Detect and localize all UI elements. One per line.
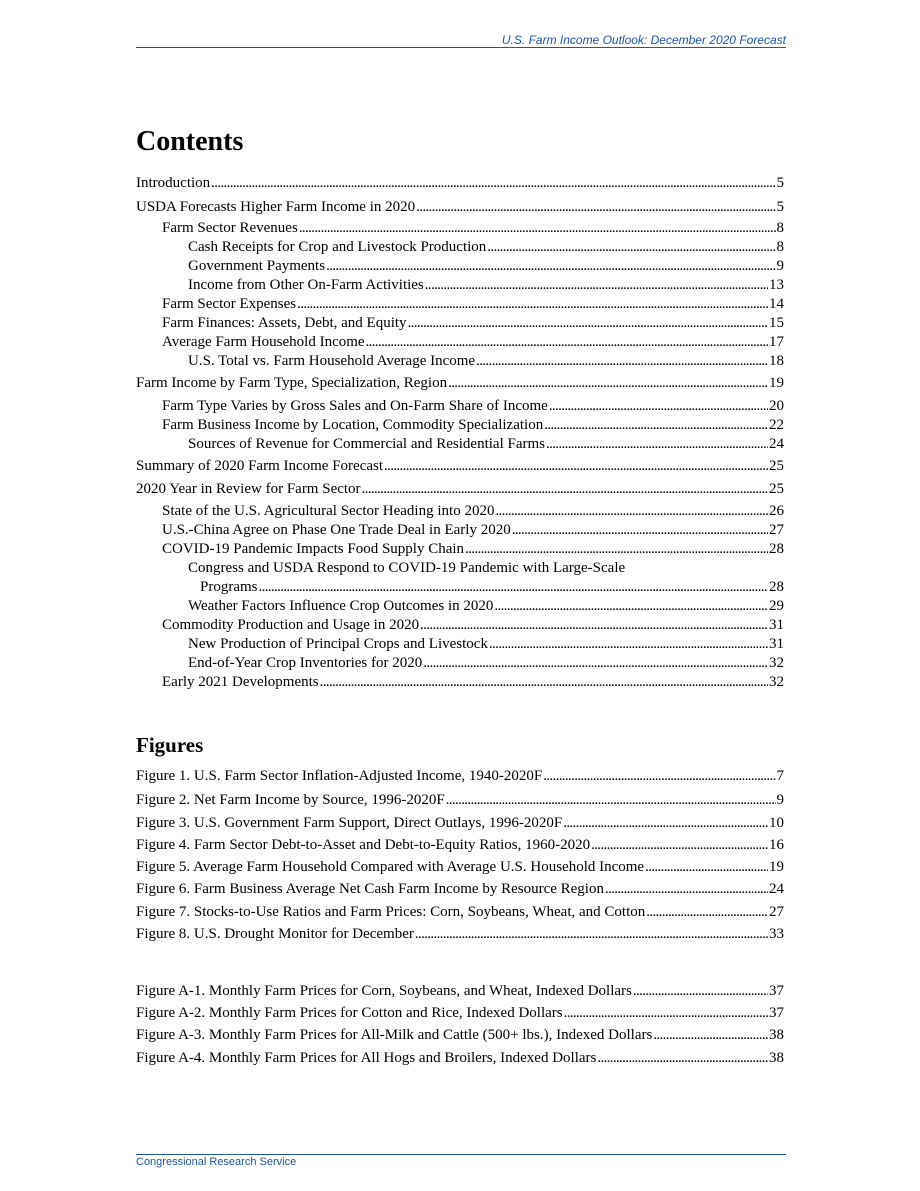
figure-entry-title: Figure 4. Farm Sector Debt-to-Asset and Debt-to-Equity Ratios, 1960-2020	[136, 837, 591, 853]
toc-entry-title: Farm Sector Revenues	[162, 220, 298, 236]
toc-entry-title: Summary of 2020 Farm Income Forecast	[136, 458, 384, 474]
dot-leader	[211, 174, 775, 193]
dot-leader	[494, 597, 768, 616]
toc-entry-title: Programs	[200, 579, 258, 595]
toc-entry-title: Farm Sector Expenses	[162, 296, 297, 312]
dot-leader	[465, 540, 768, 559]
toc-entry[interactable]	[188, 654, 784, 673]
dot-leader	[544, 416, 768, 435]
toc-entry[interactable]	[188, 276, 784, 295]
toc-entry-title: USDA Forecasts Higher Farm Income in 2020	[136, 199, 416, 215]
dot-leader	[259, 578, 769, 597]
toc-entry[interactable]	[136, 374, 784, 393]
dot-leader	[297, 295, 768, 314]
toc-entry-title: End-of-Year Crop Inventories for 2020	[188, 655, 423, 671]
figure-entry-title: Figure 5. Average Farm Household Compared with Average U.S. Household Income	[136, 859, 645, 875]
toc-entry-page: 27	[769, 522, 784, 538]
toc-entry-page: 29	[769, 598, 784, 614]
dot-leader	[543, 767, 775, 786]
toc-entry-title: Government Payments	[188, 258, 326, 274]
figure-entry-page: 9	[776, 792, 784, 808]
figure-entry[interactable]	[136, 1026, 784, 1045]
toc-entry-page: 8	[776, 220, 784, 236]
figure-entry-page: 38	[769, 1050, 784, 1066]
dot-leader	[366, 333, 768, 352]
dot-leader	[549, 397, 768, 416]
figure-entry-title: Figure A-1. Monthly Farm Prices for Corn, Soybeans, and Wheat, Indexed Dollars	[136, 983, 632, 999]
figure-entry-title: Figure 8. U.S. Drought Monitor for December	[136, 926, 414, 942]
toc-entry-page: 32	[769, 655, 784, 671]
figure-entry[interactable]	[136, 814, 784, 833]
figure-entry[interactable]	[136, 767, 784, 786]
contents-heading: Contents	[136, 126, 244, 157]
toc-entry-title: Farm Income by Farm Type, Specialization, Region	[136, 375, 448, 391]
figures-heading: Figures	[136, 733, 204, 757]
toc-entry-wrap-first-line[interactable]: Congress and USDA Respond to COVID-19 Pandemic with Large-Scale	[188, 560, 626, 576]
toc-entry-page: 18	[769, 353, 784, 369]
toc-entry[interactable]	[200, 578, 784, 597]
figure-entry[interactable]	[136, 880, 784, 899]
toc-entry[interactable]	[162, 616, 784, 635]
dot-leader	[408, 314, 768, 333]
figure-entry-title: Figure 6. Farm Business Average Net Cash Farm Income by Resource Region	[136, 881, 604, 897]
toc-entry-page: 19	[769, 375, 784, 391]
toc-entry-page: 17	[769, 334, 784, 350]
toc-entry-page: 24	[769, 436, 784, 452]
dot-leader	[384, 457, 768, 476]
figure-entry-title: Figure A-4. Monthly Farm Prices for All Hogs and Broilers, Indexed Dollars	[136, 1050, 597, 1066]
toc-entry-page: 32	[769, 674, 784, 690]
toc-entry-page: 13	[769, 277, 784, 293]
dot-leader	[646, 903, 768, 922]
toc-entry-page: 28	[769, 541, 784, 557]
toc-entry[interactable]	[162, 219, 784, 238]
dot-leader	[416, 198, 775, 217]
figure-entry[interactable]	[136, 903, 784, 922]
figure-entry-page: 37	[769, 1005, 784, 1021]
dot-leader	[605, 880, 768, 899]
toc-entry-page: 5	[776, 175, 784, 191]
footer-publisher: Congressional Research Service	[136, 1156, 297, 1168]
toc-entry[interactable]	[136, 457, 784, 476]
dot-leader	[420, 616, 768, 635]
toc-entry[interactable]	[162, 397, 784, 416]
figure-entry-page: 16	[769, 837, 784, 853]
toc-entry[interactable]	[136, 198, 784, 217]
toc-entry-title: U.S. Total vs. Farm Household Average Income	[188, 353, 476, 369]
toc-entry-page: 14	[769, 296, 784, 312]
dot-leader	[362, 480, 768, 499]
toc-entry-page: 20	[769, 398, 784, 414]
figure-entry-title: Figure A-3. Monthly Farm Prices for All-Milk and Cattle (500+ lbs.), Indexed Dollars	[136, 1027, 653, 1043]
dot-leader	[423, 654, 768, 673]
toc-entry-page: 26	[769, 503, 784, 519]
toc-entry-title: State of the U.S. Agricultural Sector Heading into 2020	[162, 503, 495, 519]
figure-entry[interactable]	[136, 1049, 784, 1068]
figure-entry[interactable]	[136, 836, 784, 855]
toc-entry-page: 25	[769, 458, 784, 474]
toc-entry[interactable]	[162, 673, 784, 692]
toc-entry-page: 8	[776, 239, 784, 255]
figure-entry-title: Figure 1. U.S. Farm Sector Inflation-Adjusted Income, 1940-2020F	[136, 768, 543, 784]
toc-entry[interactable]	[162, 295, 784, 314]
figure-entry-page: 7	[776, 768, 784, 784]
figure-entry[interactable]	[136, 858, 784, 877]
toc-entry-title: Weather Factors Influence Crop Outcomes in 2020	[188, 598, 494, 614]
toc-entry-title: Introduction	[136, 175, 211, 191]
toc-entry-title: Income from Other On-Farm Activities	[188, 277, 424, 293]
toc-entry-title: Early 2021 Developments	[162, 674, 319, 690]
dot-leader	[487, 238, 775, 257]
toc-entry-title: Commodity Production and Usage in 2020	[162, 617, 420, 633]
figure-entry-page: 19	[769, 859, 784, 875]
dot-leader	[633, 982, 768, 1001]
toc-entry-title: Sources of Revenue for Commercial and Residential Farms	[188, 436, 545, 452]
toc-entry-title: U.S.-China Agree on Phase One Trade Deal in Early 2020	[162, 522, 511, 538]
dot-leader	[489, 635, 768, 654]
toc-entry-title: Average Farm Household Income	[162, 334, 365, 350]
footer-rule	[136, 1154, 786, 1155]
figure-entry-title: Figure 7. Stocks-to-Use Ratios and Farm Prices: Corn, Soybeans, Wheat, and Cotton	[136, 904, 646, 920]
toc-entry[interactable]	[136, 480, 784, 499]
dot-leader	[591, 836, 768, 855]
dot-leader	[597, 1049, 768, 1068]
dot-leader	[448, 374, 768, 393]
toc-entry-page: 31	[769, 636, 784, 652]
figure-entry-page: 10	[769, 815, 784, 831]
figure-entry-title: Figure A-2. Monthly Farm Prices for Cotton and Rice, Indexed Dollars	[136, 1005, 563, 1021]
dot-leader	[320, 673, 768, 692]
toc-entry[interactable]	[162, 333, 784, 352]
figure-entry-title: Figure 3. U.S. Government Farm Support, Direct Outlays, 1996-2020F	[136, 815, 563, 831]
toc-entry[interactable]	[188, 635, 784, 654]
toc-entry-title: Cash Receipts for Crop and Livestock Production	[188, 239, 487, 255]
toc-entry-page: 28	[769, 579, 784, 595]
toc-entry-page: 22	[769, 417, 784, 433]
toc-entry[interactable]	[162, 502, 784, 521]
toc-entry-title: Farm Type Varies by Gross Sales and On-Farm Share of Income	[162, 398, 548, 414]
dot-leader	[512, 521, 768, 540]
running-header: U.S. Farm Income Outlook: December 2020 Forecast	[501, 33, 786, 47]
toc-entry[interactable]	[162, 521, 784, 540]
toc-entry-page: 15	[769, 315, 784, 331]
figure-entry-page: 37	[769, 983, 784, 999]
dot-leader	[476, 352, 768, 371]
toc-entry-title: COVID-19 Pandemic Impacts Food Supply Chain	[162, 541, 465, 557]
figure-entry-page: 33	[769, 926, 784, 942]
toc-entry-title: Farm Finances: Assets, Debt, and Equity	[162, 315, 407, 331]
toc-entry[interactable]	[188, 257, 784, 276]
toc-entry[interactable]	[136, 174, 784, 193]
dot-leader	[546, 435, 768, 454]
toc-entry[interactable]	[188, 238, 784, 257]
dot-leader	[446, 791, 776, 810]
toc-entry[interactable]	[188, 435, 784, 454]
toc-entry-title: 2020 Year in Review for Farm Sector	[136, 481, 361, 497]
figure-entry-page: 27	[769, 904, 784, 920]
figure-entry-page: 24	[769, 881, 784, 897]
toc-entry[interactable]	[162, 314, 784, 333]
figure-entry[interactable]	[136, 982, 784, 1001]
dot-leader	[564, 1004, 768, 1023]
toc-entry[interactable]	[162, 416, 784, 435]
toc-entry-title: New Production of Principal Crops and Livestock	[188, 636, 488, 652]
dot-leader	[415, 925, 768, 944]
toc-entry[interactable]	[188, 597, 784, 616]
dot-leader	[563, 814, 768, 833]
figure-entry-page: 38	[769, 1027, 784, 1043]
dot-leader	[299, 219, 776, 238]
dot-leader	[645, 858, 768, 877]
figure-entry[interactable]	[136, 925, 784, 944]
dot-leader	[653, 1026, 768, 1045]
figure-entry[interactable]	[136, 1004, 784, 1023]
figure-entry[interactable]	[136, 791, 784, 810]
toc-entry-page: 31	[769, 617, 784, 633]
header-rule	[136, 47, 786, 48]
toc-entry-page: 5	[776, 199, 784, 215]
toc-entry-page: 9	[776, 258, 784, 274]
dot-leader	[425, 276, 768, 295]
dot-leader	[326, 257, 775, 276]
figure-entry-title: Figure 2. Net Farm Income by Source, 1996-2020F	[136, 792, 445, 808]
dot-leader	[495, 502, 768, 521]
toc-entry-page: 25	[769, 481, 784, 497]
toc-entry[interactable]	[188, 352, 784, 371]
toc-entry[interactable]	[162, 540, 784, 559]
toc-entry-title: Farm Business Income by Location, Commodity Specialization	[162, 417, 544, 433]
